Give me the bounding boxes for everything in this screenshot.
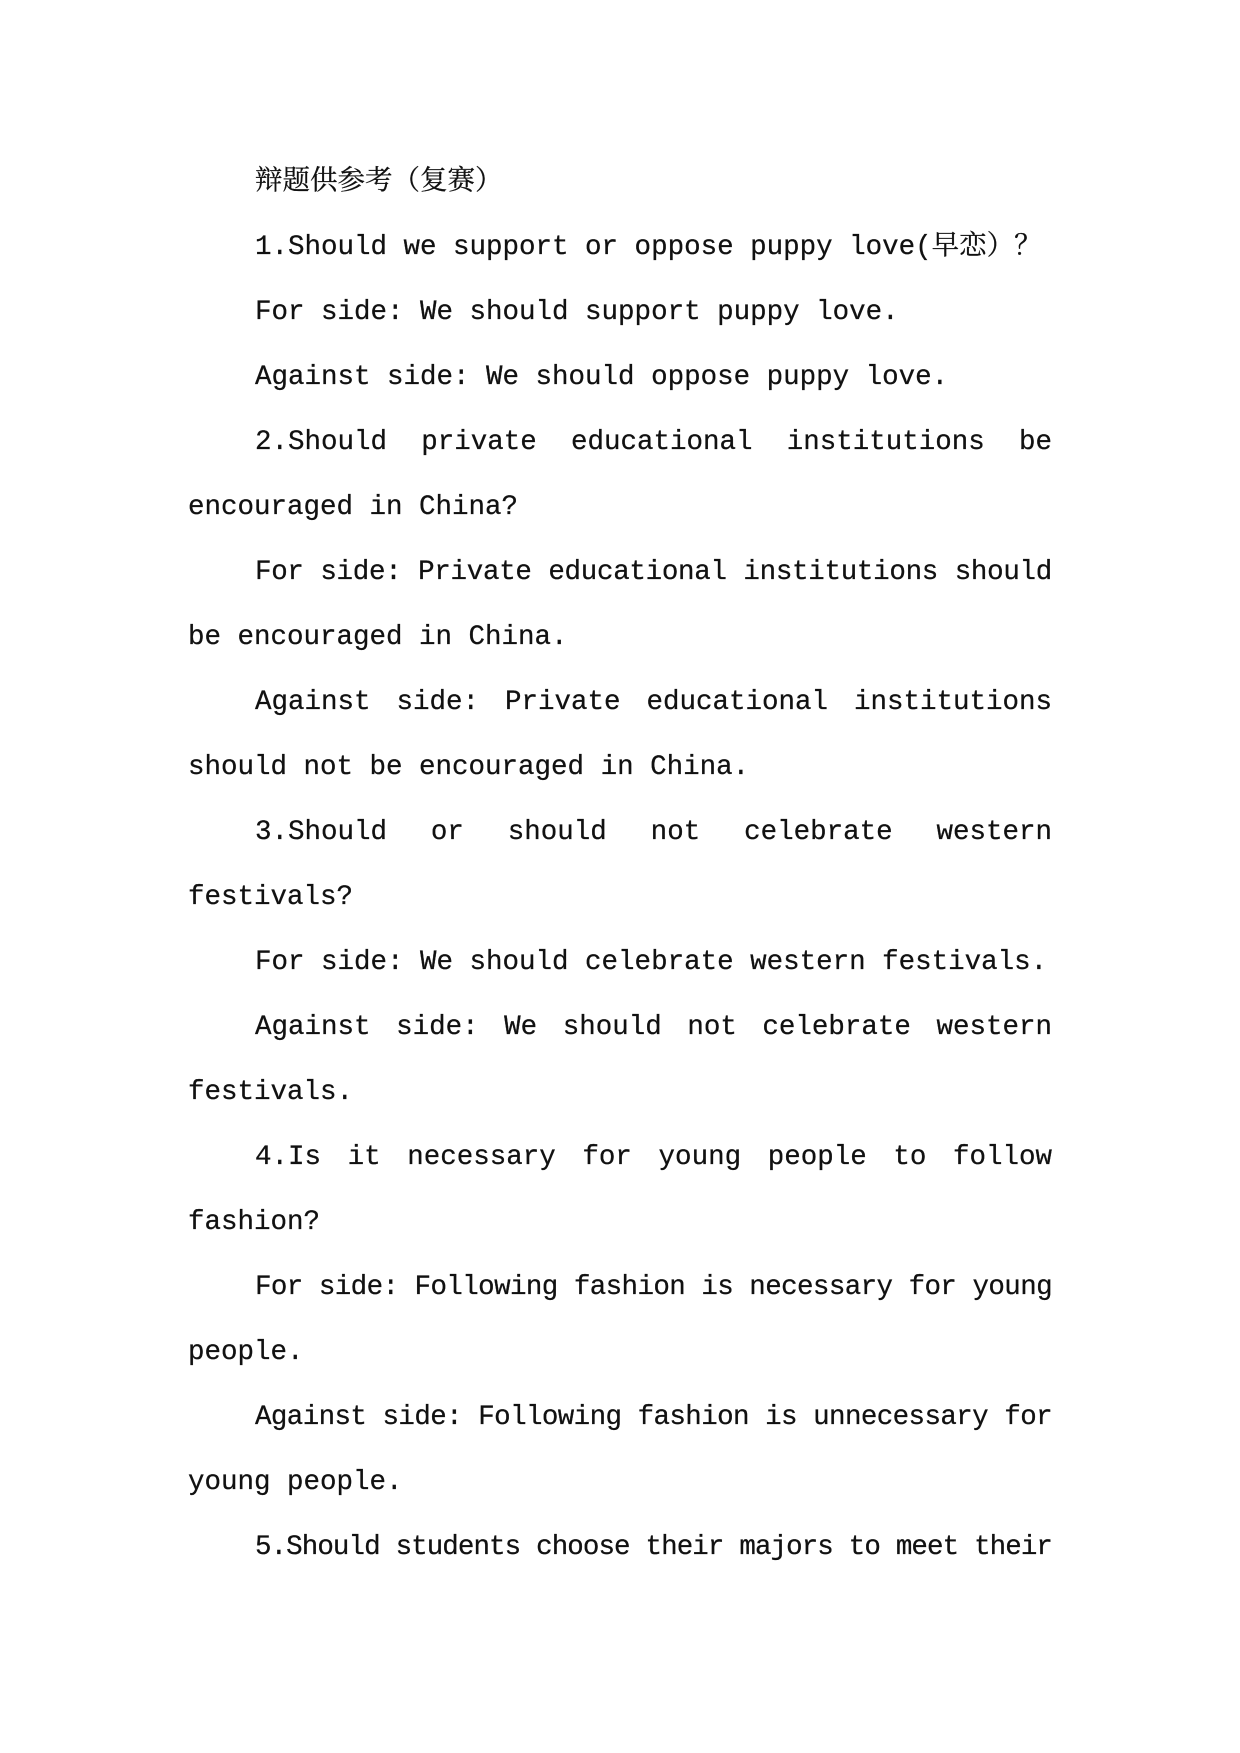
text-line: be encouraged in China. (188, 622, 568, 653)
topic-1-for-side (188, 280, 1052, 345)
topic-3-against-side (188, 995, 1052, 1125)
page-heading (188, 150, 1052, 215)
topic-2-against-side (188, 670, 1052, 800)
topic-3-question (188, 800, 1052, 930)
text-line: 3.Should or should not celebrate western (255, 817, 1052, 848)
topic-2-for-side (188, 540, 1052, 670)
text-line: young people. (188, 1467, 403, 1498)
text-line: Against side: Following fashion is unnecessary for (255, 1402, 1052, 1433)
topic-2-question (188, 410, 1052, 540)
text-line: should not be encouraged in China. (188, 752, 750, 783)
text-line: For side: We should celebrate western festivals. (255, 947, 1048, 978)
text-line: Against side: We should not celebrate western (255, 1012, 1052, 1043)
text-line: 2.Should private educational institutions be (255, 427, 1052, 458)
text-line: For side: We should support puppy love. (255, 297, 899, 328)
topic-4-for-side (188, 1255, 1052, 1385)
text-line: fashion? (188, 1207, 321, 1238)
text-line: 5.Should students choose their majors to meet their (255, 1532, 1052, 1563)
text-line: Against side: We should oppose puppy love. (255, 362, 949, 393)
topic-1-question (188, 215, 1052, 280)
topic-4-against-side (188, 1385, 1052, 1515)
text-line: 4.Is it necessary for young people to follow (255, 1142, 1052, 1173)
text-line: festivals. (188, 1077, 354, 1108)
topic-3-for-side (188, 930, 1052, 995)
text-line: For side: Following fashion is necessary for young (255, 1272, 1052, 1303)
topic-5-question (188, 1515, 1052, 1580)
text-line: festivals? (188, 882, 354, 913)
text-line: people. (188, 1337, 304, 1368)
text-line: 辩题供参考（复赛） (255, 167, 503, 198)
text-line: For side: Private educational institutions should (255, 557, 1052, 588)
text-line: Against side: Private educational institutions (255, 687, 1052, 718)
text-line: 1.Should we support or oppose puppy love(早恋）？ (255, 232, 1042, 263)
topic-4-question (188, 1125, 1052, 1255)
text-line: encouraged in China? (188, 492, 519, 523)
topic-1-against-side (188, 345, 1052, 410)
